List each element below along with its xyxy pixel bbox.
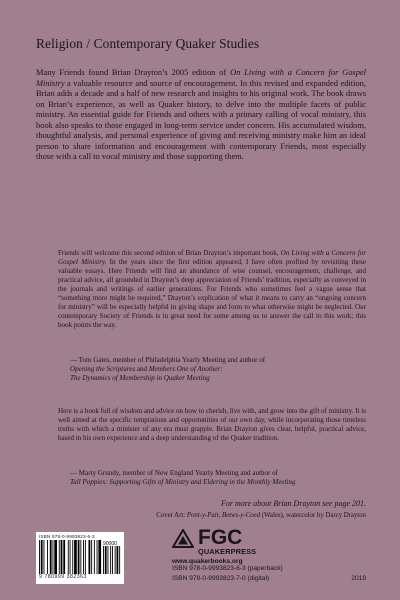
attribution1-titles [58, 365, 366, 374]
cover-art-title: Pont-y-Pair, Betws-y-Coed [186, 512, 261, 519]
isbn-digital: ISBN 978-0-9993823-7-0 (digital) [172, 575, 270, 582]
book-description [36, 67, 366, 162]
quote1-book-title: On Living with a Concern for Gospel Ministry. [58, 249, 367, 266]
attribution2-title-line [58, 478, 366, 487]
attribution1-title-c-line [58, 374, 366, 383]
endorsement-quote-2: Here is a book full of wisdom and advice on how to cherish, live with, and grow into the gift of ministry. It is well aimed at the specific temptations and opportunities of our own day, while incorporating those timeless truths with which a minister of any era must grapple. Brian Drayton gives clear, helpful, practical advice, based in his own experience and a deep understanding of the Quaker tradition. [58, 407, 366, 442]
attribution1-line: — Tom Gates, member of Philadelphia Yearly Meeting and author of [70, 356, 266, 364]
attribution1-title-c: The Dynamics of Membership in Quaker Meeting [70, 374, 210, 382]
cover-art-credit [36, 511, 366, 520]
attribution2-line: — Marty Grundy, member of New England Yearly Meeting and author of [70, 469, 278, 477]
barcode-isbn: ISBN 978-0-9993823-6-3 [39, 534, 95, 539]
attribution1-and: and [135, 365, 149, 373]
more-about-author: For more about Brian Drayton see page 201. [220, 499, 366, 508]
endorsement-attribution-2 [58, 469, 366, 487]
barcode-price-code: 90000 [103, 541, 117, 547]
category-heading: Religion / Contemporary Quaker Studies [36, 36, 260, 51]
attribution2-title: Tall Poppies: Supporting Gifts of Ministry and Eldering in the Monthly Meeting [70, 478, 296, 486]
barcode [36, 532, 124, 584]
publisher-website: www.quakerbooks.org [172, 558, 243, 565]
endorsement-attribution-1 [58, 356, 366, 383]
blurb-part2: a valuable resource and source of encouragement. In this revised and expanded edition, Brian adds a decade and a half of new research and insights to his original work. The book draws on Brian’s experience, as well as Quaker history, to delve into the multiple facets of public ministry. An essential guide for Friends and others with a primary calling of vocal ministry, this book also speaks to those engaged in long-term service under concern. His accumulated wisdom, thoughtful analysis, and personal experience of giving and receiving ministry make him an ideal person to share information and encouragement with contemporary Friends, most especially those with a call to vocal ministry and those supporting them. [36, 77, 366, 161]
quote1-part1: Friends will welcome this second edition of Brian Drayton’s important book, [58, 249, 281, 257]
quote1-part2: In the years since the first edition appeared, I have often profited by revisiting these valuable essays. Here Friends will find an abundance of wise counsel, encouragement, challenge, and practical advice, all grounded in Drayton’s deep appreciation of Friends’ tradition, especially as conveyed in the journals and writings of earlier generations. For Friends who sometimes feel a vague sense that “something more might be required,” Drayton’s explication of what it means to carry an “ongoing concern for ministry” will be especially helpful in giving shape and form to what otherwise might be neglected. Our contemporary Society of Friends is in great need for some among us to answer the call to this work; this book points the way. [58, 258, 366, 329]
blurb-part1: Many Friends found Brian Drayton’s 2005 edition of [36, 67, 231, 77]
blurb-book-title: On Living with a Concern for Gospel Ministry [36, 67, 367, 88]
fgc-triangle-icon [172, 529, 194, 548]
cover-art-rest: (Wales), watercolor by Darcy Drayton [260, 512, 366, 519]
barcode-bars [39, 540, 121, 574]
quakerpress-text: QUAKERPRESS [198, 547, 257, 556]
publication-year: 2019 [351, 575, 366, 582]
cover-art-label: Cover Art: [156, 512, 187, 519]
endorsement-quote-1 [58, 249, 366, 330]
isbn-paperback: ISBN 978-0-9993823-6-3 (paperback) [172, 565, 283, 572]
fgc-logo-text: FGC [198, 526, 243, 549]
barcode-digits: 9 780999 382363 [39, 574, 87, 580]
attribution1-title-b: Members One of Another: [148, 365, 223, 373]
attribution1-title-a: Opening the Scriptures [70, 365, 136, 373]
